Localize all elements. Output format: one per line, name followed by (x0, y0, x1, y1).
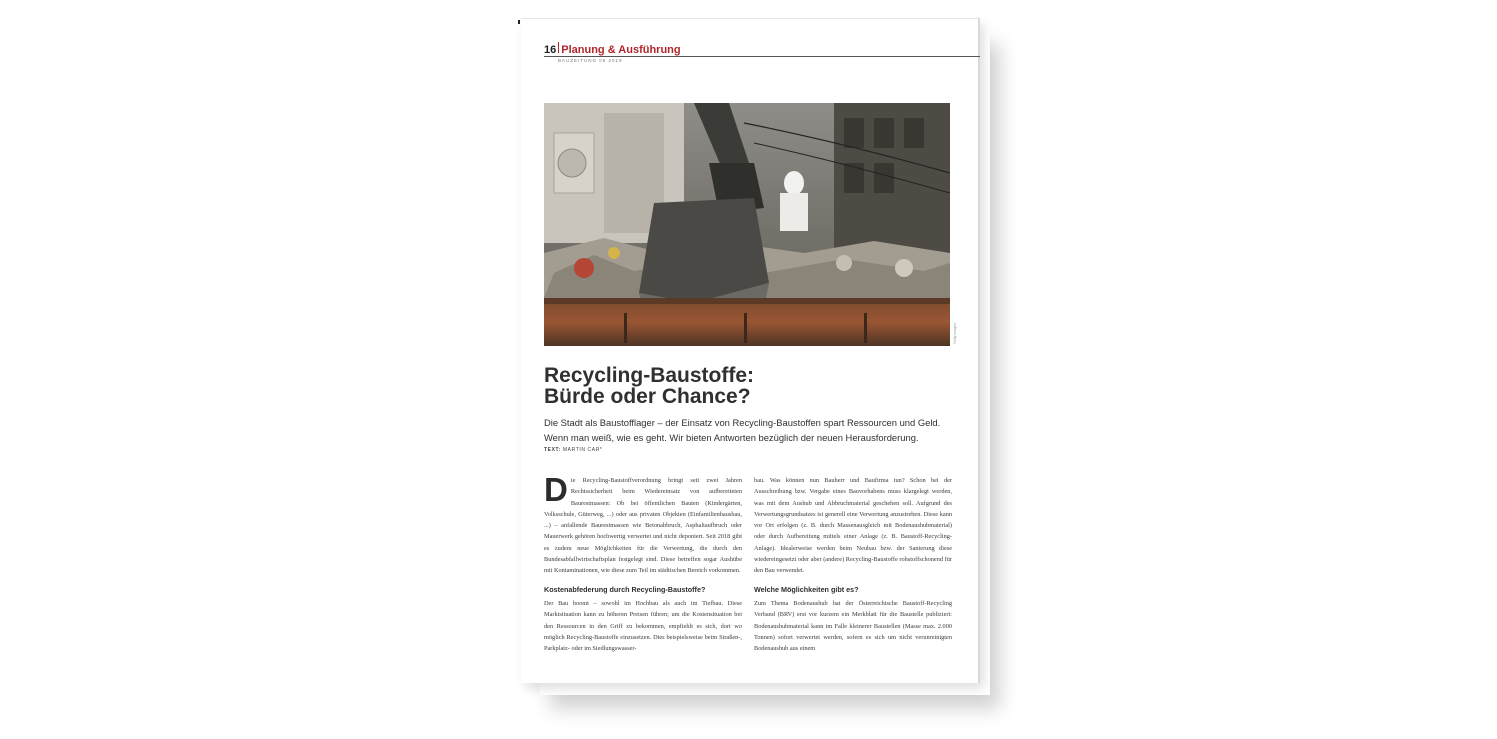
page-top-edge (521, 18, 980, 19)
col2-subheading: Welche Möglichkeiten gibt es? (754, 584, 859, 594)
col1-paragraph-2: Der Bau boomt – sowohl im Hochbau als auch im Tiefbau. Diese Marktsituation kann zu höheren Preisen führen; um die Kostensituation bei den Ressourcen in den Griff zu bekommen, empfiehlt es sich, dort wo möglich Recycling-Baustoffe einzusetzen. Dies beispielsweise beim Straßen-, Parkplatz- oder im Siedlungswasser- (544, 599, 742, 653)
col2-paragraph-2: Zum Thema Bodenaushub hat der Österreichische Baustoff-Recycling Verband (BRV) erst vor kurzem ein Merkblatt für die Baustelle publiziert: Bodenaushubmaterial kann im Falle kleinerer Baustellen (Masse max. 2.000 Tonnen) sofort verwertet werden, sofern es sich um nicht verunreinigten Bodenaushub aus einem (754, 599, 952, 653)
excavator-photo (544, 103, 950, 346)
col1-subheading: Kostenabfederung durch Recycling-Baustoffe? (544, 584, 706, 594)
lead-line-2: Wenn man weiß, wie es geht. Wir bieten Antworten bezüglich der neuen Herausforderung. (544, 432, 919, 443)
lead-line-1: Die Stadt als Baustofflager – der Einsatz von Recycling-Baustoffen spart Ressourcen und Geld. (544, 417, 941, 428)
photo-credit: Getty Images (953, 323, 957, 344)
byline-author: MARTIN CAR* (562, 447, 603, 453)
header-separator (558, 42, 559, 53)
col2-paragraph-1: bau. Was können nun Bauherr und Baufirma tun? Schon bei der Ausschreibung bzw. Vergabe eines Bauvorhabens muss klargelegt werden, was mit dem Aushub und Abbruchmaterial geschehen soll. Aufgrund des Verwertungsgrundsatzes ist generell eine Verwertung anzustreben. Diese kann vor Ort erfolgen (z. B. durch Massenausgleich mit Bodenaushubmaterial) oder durch Aufbereitung mittels einer Anlage (z. B. Baustoff-Recycling-Anlage). Idealerweise werden beim Neubau bzw. der Sanierung diese wiedereingesetzt oder aber (andere) Recycling-Baustoffe rohstoffschonend für den Bau verwendet. (754, 477, 952, 575)
page-number: 16 (544, 44, 557, 56)
drop-cap: D (544, 471, 568, 508)
byline (544, 447, 602, 453)
excavator-photo-illustration (544, 103, 950, 346)
text-column-2 (754, 475, 952, 654)
magazine-issue: BAUZEITUNG 06 2019 (558, 58, 623, 63)
crop-mark (518, 20, 520, 24)
text-column-1 (544, 471, 742, 654)
col1-paragraph-1: ie Recycling-Baustoffverordnung bringt seit zwei Jahren Rechtssicherheit beim Wiedereinsatz von aufbereiteten Baurestmassen: Ob bei öffentlichen Bauten (Kindergärten, Volksschule, Güterweg, ...) oder aus privaten Objekten (Einfamilienhausbau, ...) – anfallende Baurestmassen wie Betonabbruch, Asphaltaufbruch oder Mauerwerk gehören hochwertig verwertet und nicht deponiert. Seit 2018 gibt es zudem neue Möglichkeiten für die Verwertung, die durch den Bundesabfallwirtschaftsplan festgelegt sind. Diese betreffen sogar Aushübe mit Kontaminationen, wie diese zum Teil im städtischen Bereich vorkommen. (544, 477, 742, 575)
title-line-2: Bürde oder Chance? (544, 385, 751, 408)
page-header (544, 42, 980, 56)
article-title (544, 365, 964, 407)
title-line-1: Recycling-Baustoffe: (544, 364, 755, 387)
page-right-edge (978, 18, 980, 683)
article-lead (544, 415, 964, 445)
section-title: Planung & Ausführung (561, 44, 681, 56)
header-rule (544, 56, 980, 57)
magazine-page (521, 18, 980, 683)
byline-label: TEXT: (544, 447, 561, 453)
